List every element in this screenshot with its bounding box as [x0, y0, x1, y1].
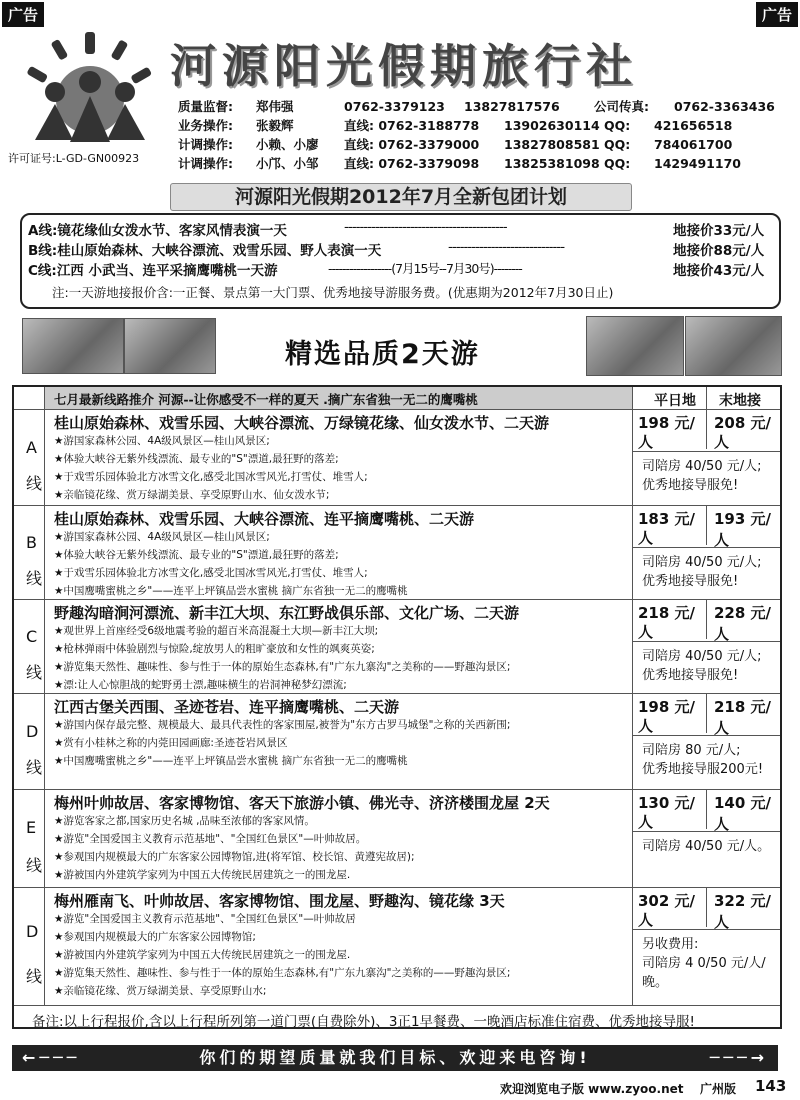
day-line-c: C线:江西 小武当、连平采摘鹰嘴桃一天游 ------------------(7月15号--7月30号)-------- 地接价43元/人: [28, 261, 765, 279]
scenic-photo: [685, 316, 782, 376]
weekday-price: 198 元/: [638, 698, 696, 716]
route-letter: B: [26, 533, 37, 553]
weekend-price: 140 元/人: [714, 794, 772, 833]
route-letter: D: [26, 721, 39, 741]
route-letter-suffix: 线: [26, 855, 43, 875]
day-note: 注:一天游地接报价含:一正餐、景点第一大门票、优秀地接导游服务费。(优惠期为2012年7月30日止): [52, 285, 614, 300]
weekday-price-unit: 人: [638, 717, 654, 735]
route-letter-suffix: 线: [26, 663, 43, 683]
weekday-price: 302 元/: [638, 892, 696, 910]
weekday-price-unit: 人: [638, 813, 654, 831]
weekday-price: 183 元/: [638, 510, 696, 528]
route-title: 江西古堡关西围、圣迹苍岩、连平摘鹰嘴桃、二天游: [54, 698, 400, 716]
price-note: 优秀地接导服免!: [642, 574, 739, 589]
route-highlight: ★游览客家之都,国家历史名城 ,品味至浓郁的客家风情。: [54, 815, 315, 827]
route-row: [14, 887, 780, 1005]
footer-site: 欢迎浏览电子版 www.zyoo.net: [500, 1082, 684, 1096]
ad-label-right: 广告: [756, 2, 798, 27]
weekday-price-unit: 人: [638, 529, 654, 547]
price-note: 司陪房 80 元/人;: [642, 743, 741, 758]
contact-row: 计调操作: 小邝、小邹 直线: 0762-3379098 13825381098 QQ: 1429491170: [178, 156, 741, 171]
slogan-bar: [12, 1045, 778, 1071]
price-note: 优秀地接导服免!: [642, 478, 739, 493]
price-note: 优秀地接导服免!: [642, 668, 739, 683]
weekday-price: 218 元/: [638, 604, 696, 622]
price-note: 司陪房 40/50 元/人;: [642, 649, 762, 664]
price-note: 司陪房 40/50 元/人;: [642, 555, 762, 570]
route-highlight: ★亲临镜花缘、赏万绿湖美景、享受原野山水、仙女泼水节;: [54, 489, 330, 501]
arrow-left-icon: ←───: [22, 1048, 81, 1067]
weekday-price-unit: 人: [638, 433, 654, 451]
price-note: 司陪房 40/50 元/人。: [642, 839, 771, 854]
route-row: [14, 789, 780, 887]
route-letter: D: [26, 922, 39, 942]
route-highlight: ★亲临镜花缘、赏万绿湖美景、享受原野山水;: [54, 985, 267, 997]
contact-row: 质量监督: 郑伟强 0762-3379123 13827817576 公司传真: 0762-3363436: [178, 99, 775, 114]
plan-title: 河源阳光假期2012年7月全新包团计划: [170, 183, 632, 211]
route-letter: C: [26, 627, 38, 647]
route-highlight: ★于戏雪乐园体验北方冰雪文化,感受北国冰雪风光,打雪仗、堆雪人;: [54, 471, 368, 483]
section-title: 精选品质2天游: [285, 339, 480, 370]
route-letter: A: [26, 437, 37, 457]
contact-row: 计调操作: 小赖、小廖 直线: 0762-3379000 13827808581 QQ: 784061700: [178, 137, 733, 152]
day-line-b: B线:桂山原始森林、大峡谷漂流、戏雪乐园、野人表演一天 ------------------------------ 地接价88元/人: [28, 239, 765, 259]
route-row: [14, 693, 780, 789]
route-title: 梅州雁南飞、叶帅故居、客家博物馆、围龙屋、野趣沟、镜花缘 3天: [54, 892, 505, 910]
route-highlight: ★参观国内规模最大的广东客家公园博物馆;: [54, 931, 256, 943]
routes-table: [12, 385, 782, 1029]
route-title: 梅州叶帅故居、客家博物馆、客天下旅游小镇、佛光寺、济济楼围龙屋 2天: [54, 794, 550, 812]
route-highlight: ★体验大峡谷无紫外线漂流、最专业的"S"漂道,最狂野的落差;: [54, 549, 339, 561]
weekend-price-unit: 人: [714, 433, 730, 451]
route-row: [14, 505, 780, 599]
route-letter: E: [26, 818, 37, 838]
route-highlight: ★于戏雪乐园体验北方冰雪文化,感受北国冰雪风光,打雪仗、堆雪人;: [54, 567, 368, 579]
route-highlight: ★游览"全国爱国主义教育示范基地"、"全国红色景区"—叶帅故居: [54, 913, 356, 925]
agency-name: 河源阳光假期旅行社: [170, 39, 638, 93]
route-letter-suffix: 线: [26, 569, 43, 589]
route-highlight: ★漂:让人心惊胆战的蛇野勇士漂,趣味横生的岩洞神秘梦幻漂流;: [54, 679, 347, 691]
route-highlight: ★游被国内外建筑学家列为中国五大传统民居建筑之一的围龙屋.: [54, 869, 351, 881]
price-note: 司陪房 40/50 元/人;: [642, 459, 762, 474]
weekday-price: 198 元/: [638, 414, 696, 432]
route-highlight: ★中国鹰嘴蜜桃之乡"——连平上坪镇品尝水蜜桃 摘广东省独一无二的鹰嘴桃: [54, 755, 408, 767]
route-highlight: ★游国家森林公园、4A级风景区—桂山风景区;: [54, 435, 270, 447]
route-highlight: ★游国家森林公园、4A级风景区—桂山风景区;: [54, 531, 270, 543]
remark: 备注:以上行程报价,含以上行程所列第一道门票(自费除外)、3正1早餐费、一晚酒店标准住宿费、优秀地接导服!: [32, 1014, 695, 1030]
ad-label-left: 广告: [2, 2, 44, 27]
route-highlight: ★游览集天然性、趣味性、参与性于一体的原始生态森林,有"广东九寨沟"之美称的——野趣沟景区;: [54, 967, 511, 979]
route-highlight: ★中国鹰嘴蜜桃之乡"——连平上坪镇品尝水蜜桃 摘广东省独一无二的鹰嘴桃: [54, 585, 408, 597]
route-title: 桂山原始森林、戏雪乐园、大峡谷漂流、连平摘鹰嘴桃、二天游: [54, 510, 475, 528]
route-highlight: ★参观国内规模最大的广东客家公园博物馆,进(将军馆、校长馆、黄遵宪故居);: [54, 851, 415, 863]
scenic-photo: [586, 316, 684, 376]
route-title: 野趣沟暗涧河漂流、新丰江大坝、东江野战俱乐部、文化广场、二天游: [54, 604, 520, 622]
contact-row: 业务操作: 张毅辉 直线: 0762-3188778 13902630114 QQ: 421656518: [178, 118, 733, 133]
price-note: 晚。: [642, 975, 669, 990]
one-day-lines: [20, 213, 781, 309]
page-number: 143: [755, 1077, 787, 1095]
arrow-right-icon: ───→: [709, 1048, 768, 1067]
slogan: 你们的期望质量就我们目标、欢迎来电咨询!: [199, 1048, 591, 1067]
route-letter-suffix: 线: [26, 474, 43, 494]
day-line-a: A线:镜花缘仙女泼水节、客家风情表演一天 ------------------------------------------ 地接价33元/人: [28, 219, 765, 239]
license-number: 许可证号:L-GD-GN00923: [8, 152, 140, 165]
route-row: [14, 409, 780, 505]
route-highlight: ★赏有小桂林之称的内莞田园画廊:圣迹苍岩风景区: [54, 737, 288, 749]
weekend-price: 322 元/人: [714, 892, 772, 931]
scenic-photo: [124, 318, 216, 374]
route-letter-suffix: 线: [26, 966, 43, 986]
price-note: 司陪房 4 0/50 元/人/: [642, 956, 766, 971]
route-highlight: ★游览集天然性、趣味性、参与性于一体的原始生态森林,有"广东九寨沟"之美称的——野趣沟景区;: [54, 661, 511, 673]
weekend-price: 218 元/人: [714, 698, 772, 737]
route-highlight: ★游览"全国爱国主义教育示范基地"、"全国红色景区"—叶帅故居。: [54, 833, 367, 845]
weekday-price: 130 元/: [638, 794, 696, 812]
contact-block: [178, 97, 788, 173]
route-highlight: ★游国内保存最完整、规模最大、最具代表性的客家围屋,被誉为"东方古罗马城堡"之称的关西新围;: [54, 719, 511, 731]
route-highlight: ★游被国内外建筑学家列为中国五大传统民居建筑之一的围龙屋.: [54, 949, 351, 961]
route-highlight: ★体验大峡谷无紫外线漂流、最专业的"S"漂道,最狂野的落差;: [54, 453, 339, 465]
price-note: 优秀地接导服200元!: [642, 762, 764, 777]
route-row: [14, 599, 780, 693]
route-letter-suffix: 线: [26, 758, 43, 778]
route-highlight: ★观世界上首座经受6级地震考验的超百米高混凝土大坝—新丰江大坝;: [54, 625, 379, 637]
weekday-price-unit: 人: [638, 911, 654, 929]
weekend-price: 208 元/: [714, 414, 772, 432]
weekday-price-unit: 人: [638, 623, 654, 641]
agency-logo: [15, 30, 165, 150]
scenic-photo: [22, 318, 124, 374]
weekend-price: 193 元/人: [714, 510, 772, 549]
route-highlight: ★枪林弹雨中体验剧烈与惊险,绽放男人的粗旷豪放和女性的飒爽英姿;: [54, 643, 375, 655]
route-title: 桂山原始森林、戏雪乐园、大峡谷漂流、万绿镜花缘、仙女泼水节、二天游: [54, 414, 550, 432]
table-header: 七月最新线路推介 河源--让你感受不一样的夏天 .摘广东省独一无二的鹰嘴桃 平日地 末地接: [14, 387, 780, 410]
price-note: 另收费用:: [642, 937, 699, 952]
weekend-price: 228 元/人: [714, 604, 772, 643]
footer-edition: 广州版: [700, 1082, 737, 1096]
